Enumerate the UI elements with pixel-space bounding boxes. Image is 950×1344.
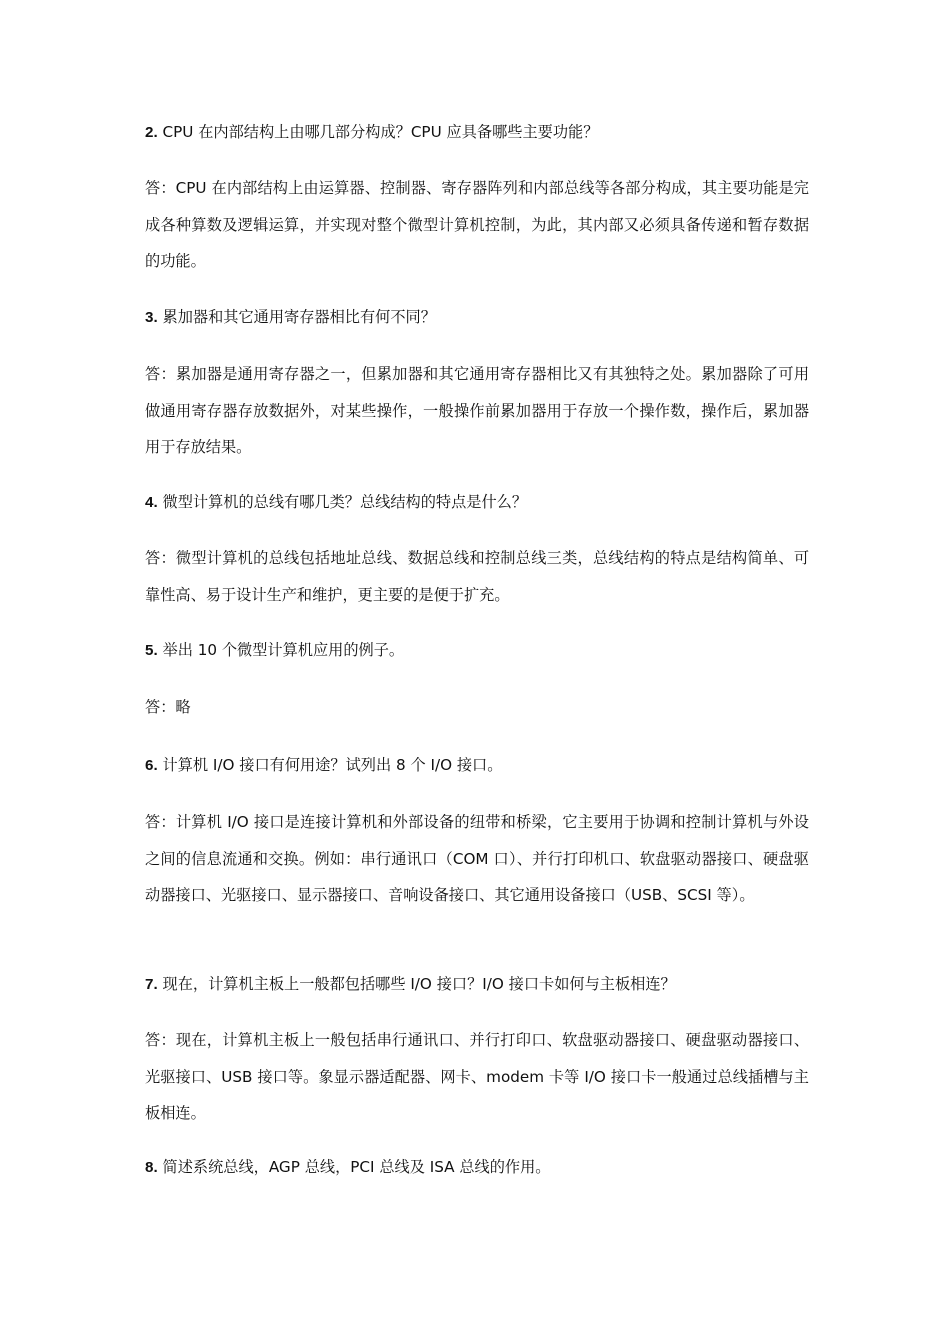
answer-5: 答：略 (145, 698, 191, 716)
question-number: 7. (145, 976, 158, 993)
answer-7: 答：现在，计算机主板上一般包括串行通讯口、并行打印口、软盘驱动器接口、硬盘驱动器接口、光驱接口、USB 接口等。象显示器适配器、网卡、modem 卡等 I/O 接口卡一般通过总线插槽与主板相连。 (145, 1031, 809, 1122)
question-number: 3. (145, 309, 158, 326)
question-text: 累加器和其它通用寄存器相比有何不同？ (162, 308, 436, 326)
question-number: 8. (145, 1159, 158, 1176)
question-2 (145, 114, 809, 152)
question-5 (145, 632, 809, 670)
answer-4: 答：微型计算机的总线包括地址总线、数据总线和控制总线三类，总线结构的特点是结构简单、可靠性高、易于设计生产和维护，更主要的是便于扩充。 (145, 549, 809, 604)
question-text: 计算机 I/O 接口有何用途？试列出 8 个 I/O 接口。 (162, 756, 503, 774)
question-text: CPU 在内部结构上由哪几部分构成？CPU 应具备哪些主要功能？ (162, 123, 599, 141)
question-7 (145, 966, 809, 1004)
question-3 (145, 299, 809, 337)
question-8 (145, 1149, 809, 1187)
question-6 (145, 747, 809, 785)
answer-3: 答：累加器是通用寄存器之一，但累加器和其它通用寄存器相比又有其独特之处。累加器除了可用做通用寄存器存放数据外，对某些操作，一般操作前累加器用于存放一个操作数，操作后，累加器用于存放结果。 (145, 365, 809, 456)
question-text: 举出 10 个微型计算机应用的例子。 (162, 641, 405, 659)
question-number: 5. (145, 642, 158, 659)
question-number: 2. (145, 124, 158, 141)
question-number: 6. (145, 757, 158, 774)
answer-6: 答：计算机 I/O 接口是连接计算机和外部设备的纽带和桥梁，它主要用于协调和控制计算机与外设之间的信息流通和交换。例如：串行通讯口（COM 口）、并行打印机口、软盘驱动器接口、硬盘驱动器接口、光驱接口、显示器接口、音响设备接口、其它通用设备接口（USB、SCSI 等）。 (145, 813, 809, 904)
question-text: 微型计算机的总线有哪几类？总线结构的特点是什么？ (162, 493, 527, 511)
answer-2: 答：CPU 在内部结构上由运算器、控制器、寄存器阵列和内部总线等各部分构成，其主要功能是完成各种算数及逻辑运算，并实现对整个微型计算机控制，为此，其内部又必须具备传递和暂存数据的功能。 (145, 179, 809, 270)
question-text: 简述系统总线，AGP 总线，PCI 总线及 ISA 总线的作用。 (162, 1158, 551, 1176)
question-text: 现在，计算机主板上一般都包括哪些 I/O 接口？I/O 接口卡如何与主板相连？ (162, 975, 676, 993)
question-4 (145, 484, 809, 522)
question-number: 4. (145, 494, 158, 511)
